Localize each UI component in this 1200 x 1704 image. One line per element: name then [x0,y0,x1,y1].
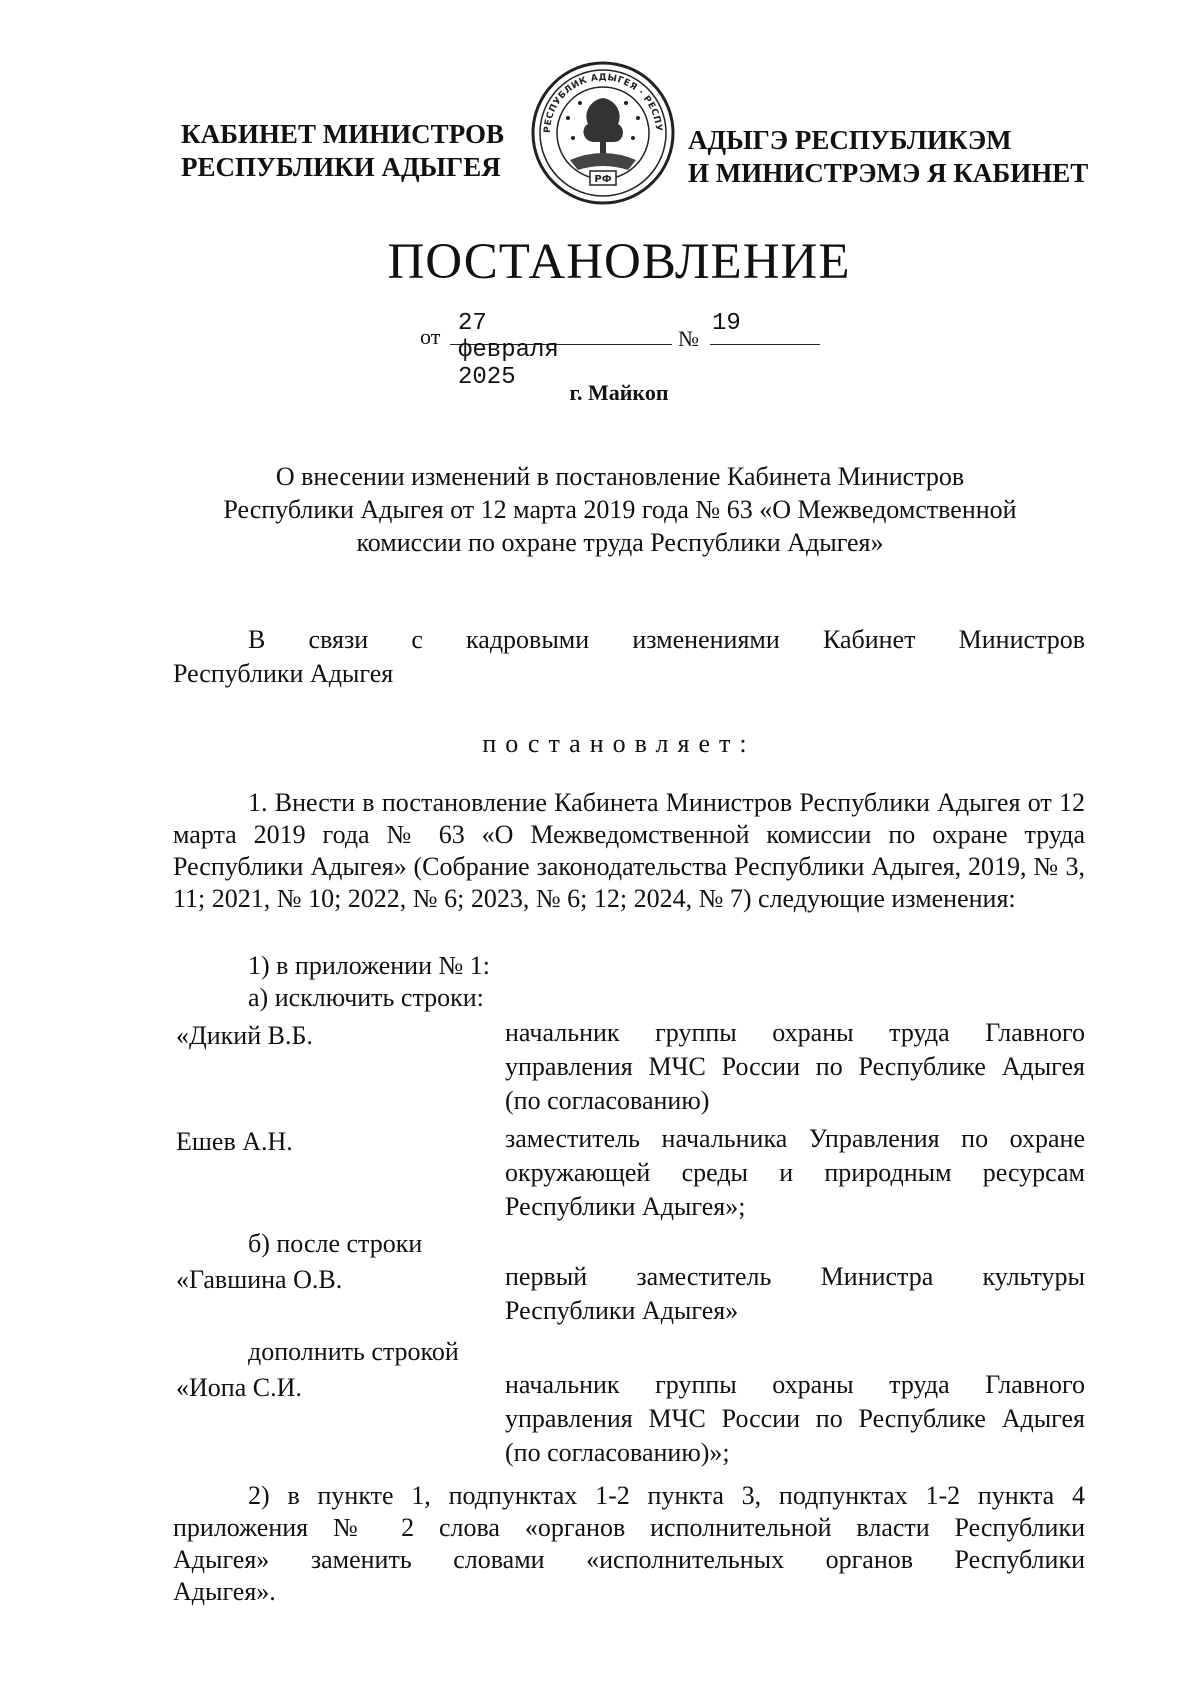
row-add-pos-line3: (по согласованию)»; [505,1438,730,1467]
item2-line3: Адыгея» заменить словами «исполнительных органов Республики [173,1545,1085,1574]
header-left-line2: РЕСПУБЛИКИ АДЫГЕЯ [181,152,501,182]
city-name: г. Майкоп [569,380,669,405]
row-remove-pos2-line3: Республики Адыгея»; [505,1192,746,1221]
date-value: 27 февраля 2025 [458,310,559,391]
row-remove-pos1-line2: управления МЧС России по Республике Адыгея [505,1052,1085,1081]
document-title: ПОСТАНОВЛЕНИЕ [387,234,851,290]
row-remove-position-1 [505,1016,1085,1118]
item2-text [173,1480,1085,1608]
item2-line4: Адыгея». [173,1577,276,1606]
coat-of-arms-emblem [528,58,678,208]
item1-sub1a: а) исключить строки: [248,983,484,1012]
document-subject [150,460,1090,559]
emblem-icon [528,58,678,208]
row-remove-pos1-line3: (по согласованию) [505,1086,710,1115]
row-add-pos-line1: начальник группы охраны труда Главного [505,1370,1085,1399]
row-remove-position-2 [505,1122,1085,1224]
row-after-position [505,1260,1085,1328]
emblem-seal-letters: РФ [594,174,612,185]
item2-line1: 2) в пункте 1, подпунктах 1-2 пункта 3, подпунктах 1-2 пункта 4 [248,1481,1085,1510]
subject-line1: О внесении изменений в постановление Кабинета Министров [275,462,965,491]
date-from-label: от [420,324,441,349]
resolves-word: постановляет: [482,729,756,758]
row-remove-name-2: Ешев А.Н. [176,1127,293,1156]
row-after-pos-line2: Республики Адыгея» [505,1296,739,1325]
row-add-pos-line2: управления МЧС России по Республике Адыгея [505,1404,1085,1433]
row-remove-name-1: «Дикий В.Б. [176,1021,313,1050]
item1-text: 1. Внести в постановление Кабинета Министров Республики Адыгея от 12 марта 2019 года № 63 «О Межведомственной комиссии по охране труда Республики Адыгея» (Собрание законодательства Республики Адыгея, 2019, № 3, 11; 2021, № 10; 2022, № 6; 2023, № 6; 12; 2024, № 7) следующие изменения: [173,788,1085,913]
row-remove-pos2-line2: окружающей среды и природным ресурсам [505,1158,1085,1187]
row-remove-pos1-line1: начальник группы охраны труда Главного [505,1018,1085,1047]
header-left [181,118,504,184]
preamble-line2: Республики Адыгея [173,659,394,688]
number-label: № [678,326,699,351]
header-right-line2: И МИНИСТРЭМЭ Я КАБИНЕТ [688,158,1089,188]
subject-line3: комиссии по охране труда Республики Адыгея» [356,528,884,557]
emblem-ring-text: РЕСПУБЛИК АДЫГЕЯ · РЕСПУ [542,72,664,134]
number-value: 19 [712,310,741,337]
row-remove-pos2-line1: заместитель начальника Управления по охране [505,1124,1085,1153]
item1-add-label: дополнить строкой [248,1337,459,1366]
number-underline [710,344,820,345]
item1-sub1b: б) после строки [248,1229,423,1258]
row-after-pos-line1: первый заместитель Министра культуры [505,1262,1085,1291]
subject-line2: Республики Адыгея от 12 марта 2019 года № 63 «О Межведомственной [223,495,1017,524]
row-add-name: «Иопа С.И. [176,1373,302,1402]
preamble-line1: В связи с кадровыми изменениями Кабинет Министров [248,625,1085,654]
header-left-line1: КАБИНЕТ МИНИСТРОВ [181,119,505,149]
row-add-position [505,1368,1085,1470]
header-right [688,124,1088,190]
row-after-name: «Гавшина О.В. [176,1265,343,1294]
item2-line2: приложения № 2 слова «органов исполнительной власти Республики [173,1513,1085,1542]
header-right-line1: АДЫГЭ РЕСПУБЛИКЭМ [688,125,1012,155]
item1-sub1: 1) в приложении № 1: [248,951,491,980]
